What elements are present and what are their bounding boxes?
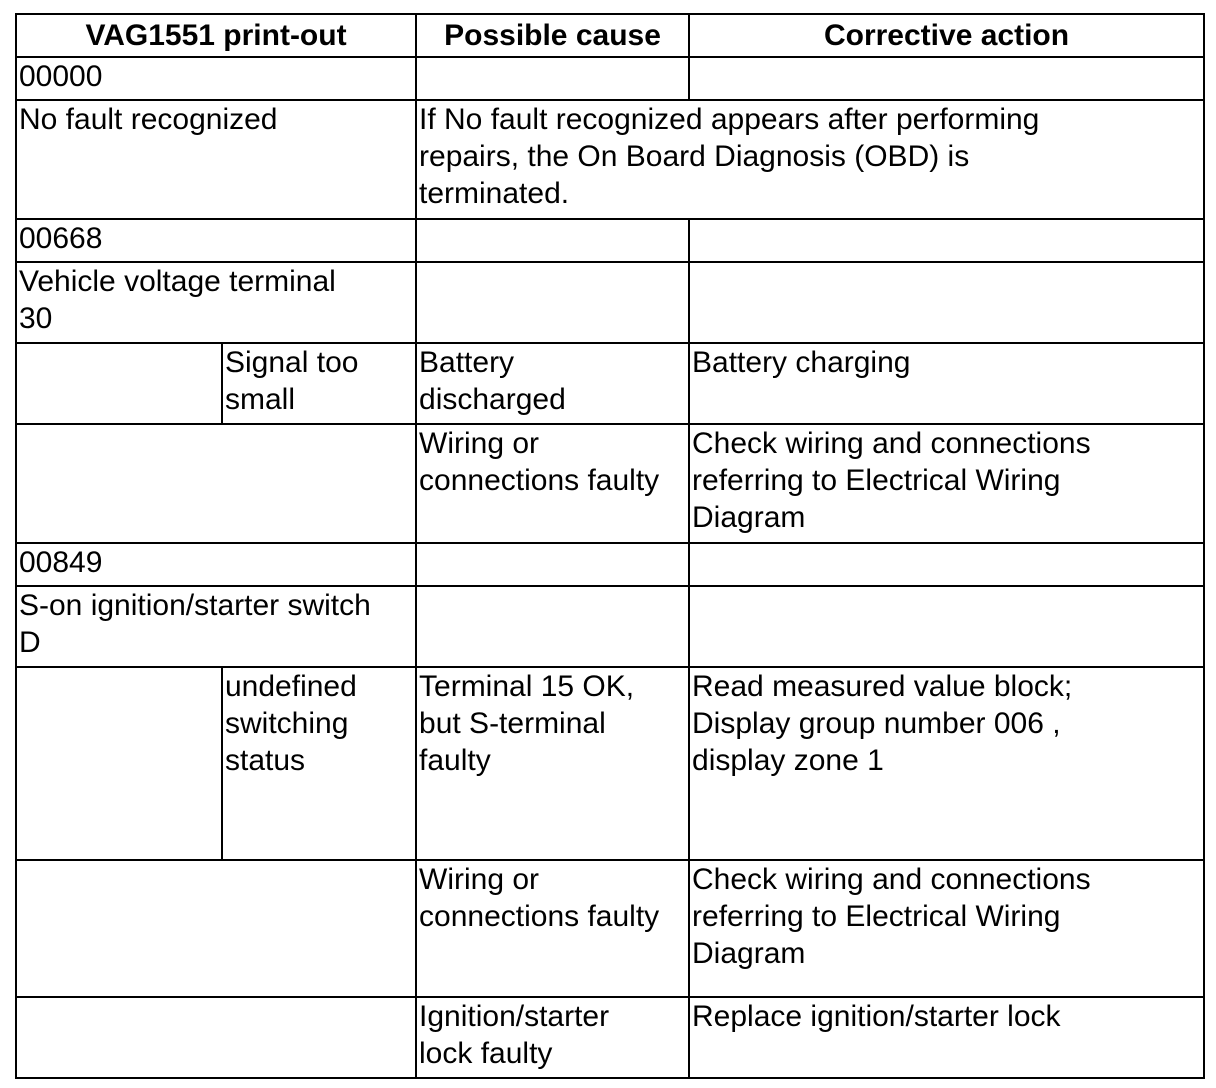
cause-cell bbox=[416, 543, 689, 586]
fault-code: 00668 bbox=[16, 219, 416, 262]
table-row bbox=[16, 997, 1204, 1078]
fault-type: Signal too small bbox=[222, 343, 416, 424]
fault-code: 00849 bbox=[16, 543, 416, 586]
table-row bbox=[16, 262, 1204, 343]
table-row bbox=[16, 586, 1204, 667]
cause-cell bbox=[416, 57, 689, 100]
empty-cell bbox=[16, 997, 416, 1078]
action-cell: Check wiring and connections referring to Electrical Wiring Diagram bbox=[689, 424, 1204, 543]
action-cell: Replace ignition/starter lock bbox=[689, 997, 1204, 1078]
table-row bbox=[16, 424, 1204, 543]
empty-cell bbox=[16, 860, 416, 997]
indent-cell bbox=[16, 667, 222, 860]
printout-text: No fault recognized bbox=[16, 100, 416, 219]
cause-cell: Battery discharged bbox=[416, 343, 689, 424]
cause-cell: Wiring or connections faulty bbox=[416, 424, 689, 543]
printout-text: Vehicle voltage terminal 30 bbox=[16, 262, 416, 343]
action-cell: Read measured value block; Display group number 006 , display zone 1 bbox=[689, 667, 1204, 860]
cause-cell bbox=[416, 586, 689, 667]
action-cell bbox=[689, 57, 1204, 100]
table-header-row bbox=[16, 14, 1204, 57]
header-printout: VAG1551 print-out bbox=[16, 14, 416, 57]
table-row bbox=[16, 219, 1204, 262]
empty-cell bbox=[16, 424, 416, 543]
table-row bbox=[16, 100, 1204, 219]
table-row bbox=[16, 860, 1204, 997]
table-row bbox=[16, 343, 1204, 424]
fault-table bbox=[15, 13, 1205, 1079]
cause-cell bbox=[416, 219, 689, 262]
table-row bbox=[16, 57, 1204, 100]
fault-code: 00000 bbox=[16, 57, 416, 100]
cause-cell: Terminal 15 OK, but S-terminal faulty bbox=[416, 667, 689, 860]
table-row bbox=[16, 543, 1204, 586]
action-cell bbox=[689, 586, 1204, 667]
table-row bbox=[16, 667, 1204, 860]
action-cell bbox=[689, 543, 1204, 586]
printout-text: S-on ignition/starter switch D bbox=[16, 586, 416, 667]
note-text: If No fault recognized appears after performing repairs, the On Board Diagnosis (OBD) is terminated. bbox=[416, 100, 1204, 219]
cause-cell: Ignition/starter lock faulty bbox=[416, 997, 689, 1078]
header-corrective-action: Corrective action bbox=[689, 14, 1204, 57]
action-cell bbox=[689, 262, 1204, 343]
action-cell: Battery charging bbox=[689, 343, 1204, 424]
action-cell bbox=[689, 219, 1204, 262]
fault-type: undefined switching status bbox=[222, 667, 416, 860]
indent-cell bbox=[16, 343, 222, 424]
action-cell: Check wiring and connections referring to Electrical Wiring Diagram bbox=[689, 860, 1204, 997]
header-possible-cause: Possible cause bbox=[416, 14, 689, 57]
cause-cell bbox=[416, 262, 689, 343]
cause-cell: Wiring or connections faulty bbox=[416, 860, 689, 997]
